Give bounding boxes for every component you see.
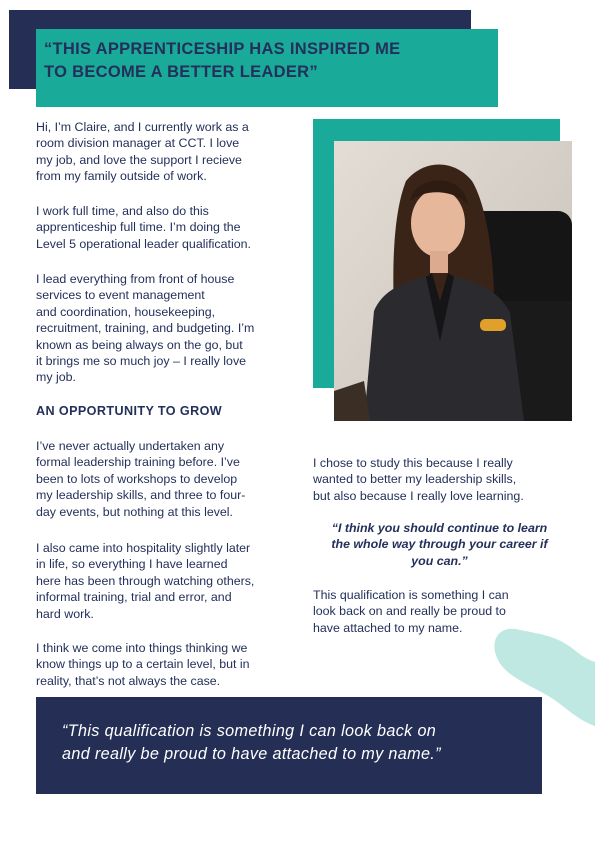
right-paragraph-1: I chose to study this because I really wanted to better my leadership skills, but also because I really love learning. xyxy=(313,456,524,503)
growth-paragraph-2: I also came into hospitality slightly later in life, so everything I have learned here has been through watching others, informal training, trial and error, and hard work. xyxy=(36,541,255,621)
portrait-illustration xyxy=(334,141,572,421)
section-heading: AN OPPORTUNITY TO GROW xyxy=(36,404,223,418)
portrait-photo xyxy=(334,141,572,421)
intro-paragraph-2: I work full time, and also do this apprenticeship full time. I’m doing the Level 5 operational leader qualification. xyxy=(36,204,251,251)
intro-paragraph-1: Hi, I’m Claire, and I currently work as a room division manager at CCT. I love my job, and love the support I recieve from my family outside of work. xyxy=(36,120,249,184)
pull-quote-line-1: “This qualification is something I can look back on xyxy=(62,722,437,740)
intro-paragraph-3: I lead everything from front of house services to event management and coordination, housekeeping, recruitment, training, and budgeting. I’m known as being always on the go, but it brings me so much joy – I really love my job. xyxy=(36,272,255,385)
pull-quote-box xyxy=(36,697,542,794)
inline-quote: “I think you should continue to learn the whole way through your career if you can.” xyxy=(331,521,548,568)
page-title xyxy=(36,29,498,107)
title-line-2: TO BECOME A BETTER LEADER” xyxy=(44,63,318,81)
pull-quote-line-2: and really be proud to have attached to my name.” xyxy=(62,745,441,763)
growth-paragraph-3: I think we come into things thinking we know things up to a certain level, but in reality, that’s not always the case. xyxy=(36,641,250,688)
right-paragraph-2: This qualification is something I can look back on and really be proud to have attached to my name. xyxy=(313,588,509,635)
title-line-1: “THIS APPRENTICESHIP HAS INSPIRED ME xyxy=(44,40,401,58)
growth-paragraph-1: I’ve never actually undertaken any formal leadership training before. I’ve been to lots of workshops to develop my leadership skills, and three to four- day events, but nothing at this level. xyxy=(36,439,246,519)
